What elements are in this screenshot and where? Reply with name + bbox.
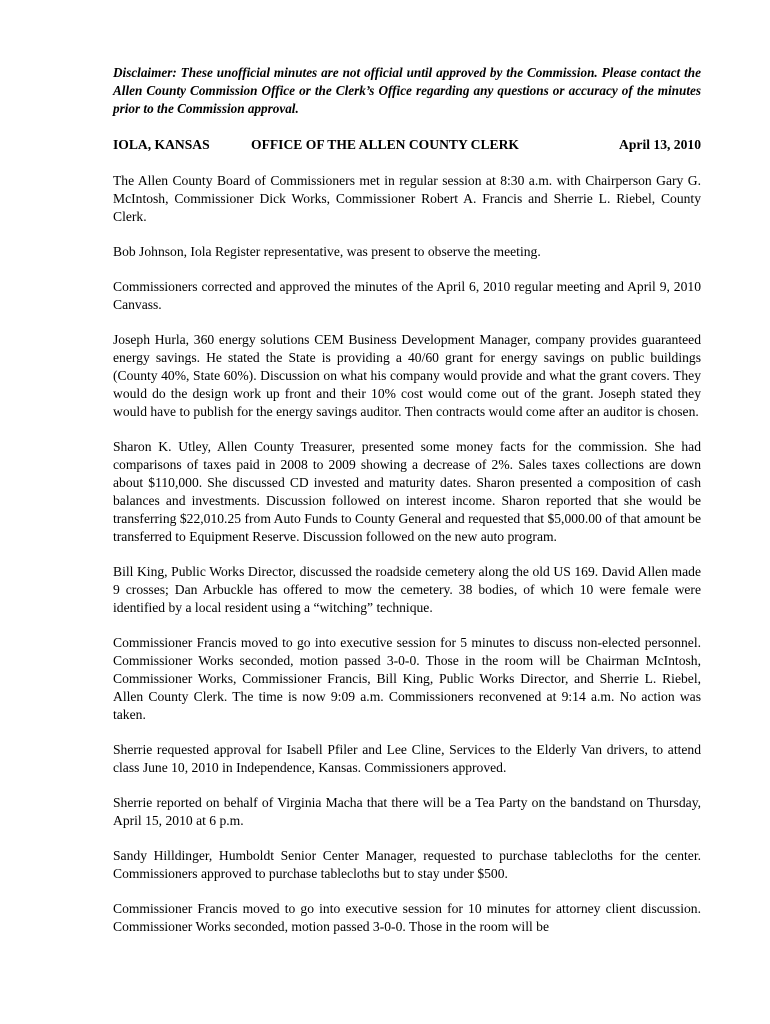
paragraph-tablecloths: Sandy Hilldinger, Humboldt Senior Center Manager, requested to purchase tablecloths for the center. Commissioners approved to purchase tablecloths but to stay under $500. [113,848,701,881]
paragraph-energy-grant: Joseph Hurla, 360 energy solutions CEM Business Development Manager, company provides guaranteed energy savings. He stated the State is providing a 40/60 grant for energy savings on public buildings (County 40%, State 60%). Discussion on what his company would provide and what the grant covers. They would do the design work up front and their 10% cost would come out of the grant. Joseph stated they would have to publish for the energy savings auditor. Then contracts would come after an auditor is chosen. [113,332,701,419]
header-office: OFFICE OF THE ALLEN COUNTY CLERK [251,137,520,152]
paragraph-tea-party: Sherrie reported on behalf of Virginia Macha that there will be a Tea Party on the bandstand on Thursday, April 15, 2010 at 6 p.m. [113,795,701,828]
document-page [113,64,701,953]
header-city: IOLA, KANSAS [113,137,210,152]
paragraph-attendance: The Allen County Board of Commissioners met in regular session at 8:30 a.m. with Chairperson Gary G. McIntosh, Commissioner Dick Works, Commissioner Robert A. Francis and Sherrie L. Riebel, County Clerk. [113,173,701,224]
disclaimer-text: Disclaimer: These unofficial minutes are not official until approved by the Commission. Please contact the Allen County Commission Office or the Clerk’s Office regarding any questions or accuracy of the minutes prior to the Commission approval. [113,65,701,116]
paragraph-cemetery: Bill King, Public Works Director, discussed the roadside cemetery along the old US 169. David Allen made 9 crosses; Dan Arbuckle has offered to mow the cemetery. 38 bodies, of which 10 were female were identified by a local resident using a “witching” technique. [113,564,701,615]
paragraph-treasurer-report: Sharon K. Utley, Allen County Treasurer, presented some money facts for the commission. She had comparisons of taxes paid in 2008 to 2009 showing a decrease of 2%. Sales taxes collections are down about $110,000. She discussed CD invested and maturity dates. Sharon presented a composition of cash balances and investments. Discussion followed on interest income. Sharon reported that she would be transferring $22,010.25 from Auto Funds to County General and requested that $5,000.00 of that amount be transferred to Equipment Reserve. Discussion followed on the new auto program. [113,439,701,544]
paragraph-van-drivers: Sherrie requested approval for Isabell Pfiler and Lee Cline, Services to the Elderly Van drivers, to attend class June 10, 2010 in Independence, Kansas. Commissioners approved. [113,742,701,775]
header-date: April 13, 2010 [619,137,701,152]
paragraph-minutes-approval: Commissioners corrected and approved the minutes of the April 6, 2010 regular meeting and April 9, 2010 Canvass. [113,279,701,312]
paragraph-press: Bob Johnson, Iola Register representative, was present to observe the meeting. [113,244,541,259]
paragraph-executive-session-personnel: Commissioner Francis moved to go into executive session for 5 minutes to discuss non-elected personnel. Commissioner Works seconded, motion passed 3-0-0. Those in the room will be Chairman McIntosh, Commissioner Works, Commissioner Francis, Bill King, Public Works Director, and Sherrie L. Riebel, Allen County Clerk. The time is now 9:09 a.m. Commissioners reconvened at 9:14 a.m. No action was taken. [113,635,701,722]
document-header [113,136,701,154]
paragraph-executive-session-attorney: Commissioner Francis moved to go into executive session for 10 minutes for attorney client discussion. Commissioner Works seconded, motion passed 3-0-0. Those in the room will be [113,901,701,934]
